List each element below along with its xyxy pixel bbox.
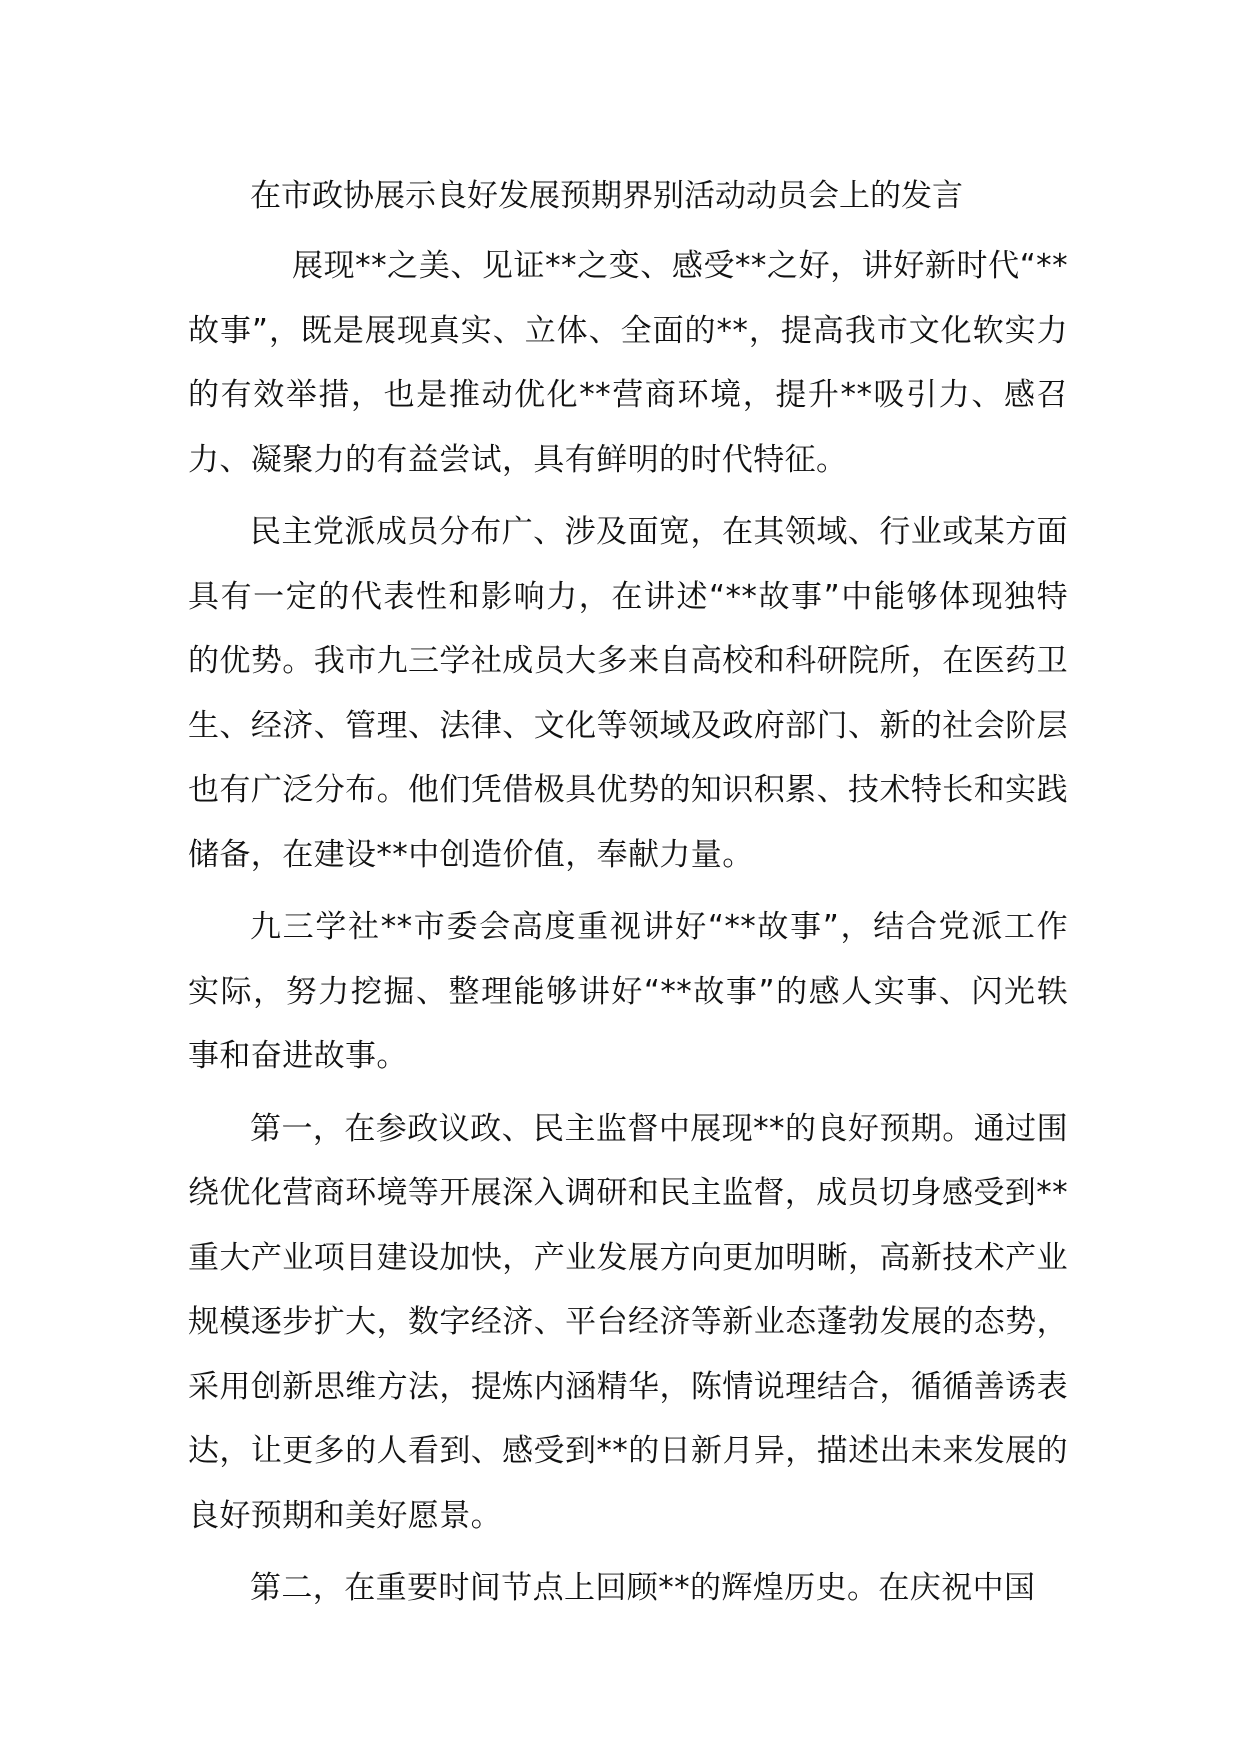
paragraph-first-point: 第一，在参政议政、民主监督中展现**的良好预期。通过围绕优化营商环境等开展深入调研和民主监督，成员切身感受到**重大产业项目建设加快，产业发展方向更加明晰，高新技术产业规模逐步扩大，数字经济、平台经济等新业态蓬勃发展的态势，采用创新思维方法，提炼内涵精华，陈情说理结合，循循善诱表达，让更多的人看到、感受到**的日新月异，描述出未来发展的良好预期和美好愿景。	[188, 1110, 1068, 1534]
paragraph-democratic-parties: 民主党派成员分布广、涉及面宽，在其领域、行业或某方面具有一定的代表性和影响力，在讲述“**故事”中能够体现独特的优势。我市九三学社成员大多来自高校和科研院所，在医药卫生、经济、管理、法律、文化等领域及政府部门、新的社会阶层也有广泛分布。他们凭借极具优势的知识积累、技术特长和实践储备，在建设**中创造价值，奉献力量。	[188, 514, 1068, 873]
paragraph-jiusan-society: 九三学社**市委会高度重视讲好“**故事”，结合党派工作实际，努力挖掘、整理能够讲好“**故事”的感人实事、闪光轶事和奋进故事。	[188, 909, 1068, 1074]
document-title: 在市政协展示良好发展预期界别活动动员会上的发言	[250, 178, 963, 214]
document-body	[188, 168, 1068, 1629]
paragraph-second-point: 第二，在重要时间节点上回顾**的辉煌历史。在庆祝中国	[250, 1570, 1036, 1606]
paragraph-intro: 展现**之美、见证**之变、感受**之好，讲好新时代“**故事”，既是展现真实、立体、全面的**，提高我市文化软实力的有效举措，也是推动优化**营商环境，提升**吸引力、感召力、凝聚力的有益尝试，具有鲜明的时代特征。	[188, 248, 1068, 478]
